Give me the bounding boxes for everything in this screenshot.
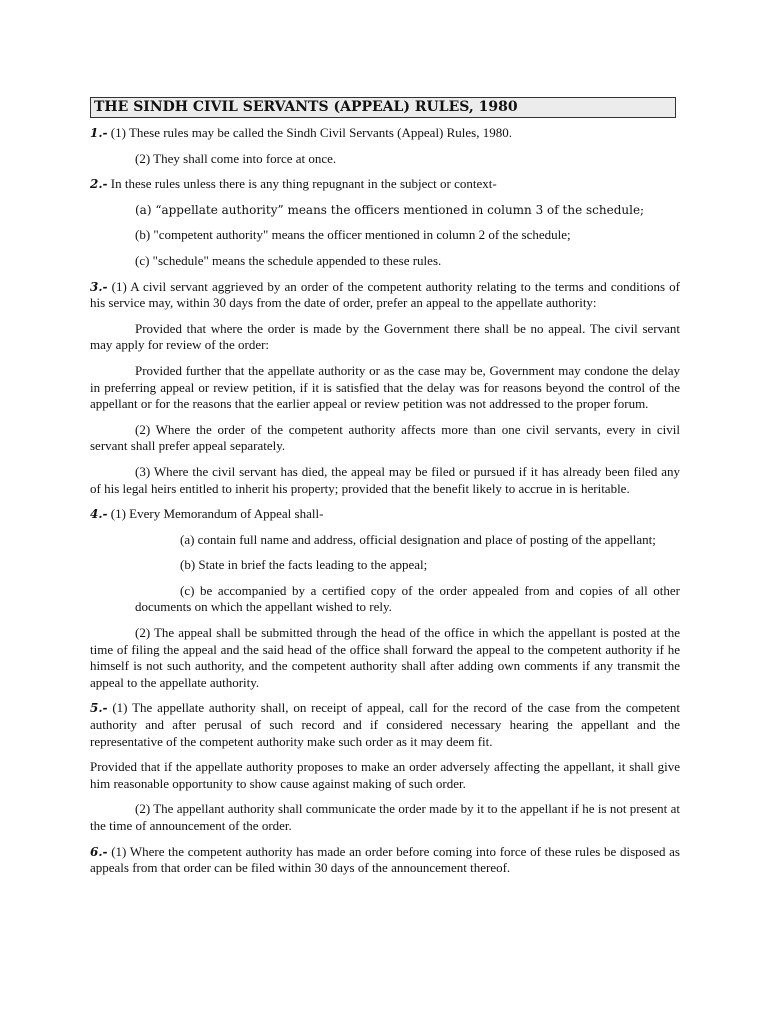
rule-5-text: (1) The appellate authority shall, on receipt of appeal, call for the record of the case from the competent authority and after perusal of such record and if considered necessary hearing the appellant and the representative of the competent authority make such order as it may deem fit. — [90, 700, 680, 749]
rule-6-para-1 — [90, 844, 680, 877]
rule-5-proviso: Provided that if the appellate authority proposes to make an order adversely affecting the appellant, it shall give him reasonable opportunity to show cause against making of such order. — [90, 759, 680, 791]
rule-1-para-2: (2) They shall come into force at once. — [135, 150, 337, 166]
rule-4-intro — [90, 506, 680, 523]
rule-4-clause-a: (a) contain full name and address, official designation and place of posting of the appellant; — [180, 531, 656, 547]
rule-3-number: 3.- — [90, 279, 108, 294]
rule-1-number: 1.- — [90, 126, 108, 140]
rule-2-number: 2.- — [90, 177, 108, 192]
rule-2-intro — [90, 176, 680, 193]
rule-1-text: (1) These rules may be called the Sindh Civil Servants (Appeal) Rules, 1980. — [107, 125, 512, 140]
rule-2-clause-c: (c) "schedule" means the schedule appended to these rules. — [135, 252, 442, 268]
rule-5-para-1 — [90, 700, 680, 750]
rule-2-clause-b: (b) "competent authority" means the officer mentioned in column 2 of the schedule; — [135, 227, 571, 243]
rule-4-text: (1) Every Memorandum of Appeal shall- — [107, 506, 324, 522]
rule-5-para-2: (2) The appellant authority shall communicate the order made by it to the appellant if he is not present at the time of announcement of the order. — [90, 801, 680, 833]
rule-4-clause-b: (b) State in brief the facts leading to the appeal; — [180, 557, 428, 573]
rule-3-para-4: (2) Where the order of the competent authority affects more than one civil servants, every in civil servant shall prefer appeal separately. — [90, 421, 680, 454]
rule-3-para-5: (3) Where the civil servant has died, the appeal may be filed or pursued if it has already been filed any of his legal heirs entitled to inherit his property; provided that the benefit likely to accrue in is heritable. — [90, 463, 680, 496]
rule-5-number: 5.- — [90, 701, 108, 716]
rule-3-para-2: Provided that where the order is made by the Government there shall be no appeal. The civil servant may apply for review of the order: — [90, 320, 680, 353]
rule-2-text: In these rules unless there is any thing repugnant in the subject or context- — [107, 176, 497, 192]
rule-3-text: (1) A civil servant aggrieved by an order of the competent authority relating to the terms and conditions of his service may, within 30 days from the date of order, prefer an appeal to the appellate authority: — [90, 278, 680, 311]
rule-4-number: 4.- — [90, 507, 108, 522]
document-title: THE SINDH CIVIL SERVANTS (APPEAL) RULES, 1980 — [90, 97, 676, 118]
rule-3-para-3: Provided further that the appellate authority or as the case may be, Government may condone the delay in preferring appeal or review petition, if it is satisfied that the delay was for reasons beyond the control of the appellant or for the reasons that the earlier appeal or review petition was not addressed to the proper forum. — [90, 362, 680, 412]
rule-4-para-2: (2) The appeal shall be submitted through the head of the office in which the appellant is posted at the time of filing the appeal and the said head of the office shall forward the appeal to the competent authority if he himself is not such authority, and the competent authority shall after adding own comments if any transmit the appeal to the appellate authority. — [90, 625, 680, 690]
rule-1-para-1 — [90, 125, 680, 142]
rule-6-text: (1) Where the competent authority has made an order before coming into force of these rules be disposed as appeals from that order can be filed within 30 days of the announcement thereof. — [90, 843, 680, 876]
rule-4-clause-c: (c) be accompanied by a certified copy of the order appealed from and copies of all other documents on which the appellant wished to rely. — [135, 582, 680, 615]
rule-6-number: 6.- — [90, 844, 108, 859]
rule-3-para-1 — [90, 279, 680, 312]
rule-2-clause-a: (a) “appellate authority” means the officers mentioned in column 3 of the schedule; — [135, 202, 645, 217]
